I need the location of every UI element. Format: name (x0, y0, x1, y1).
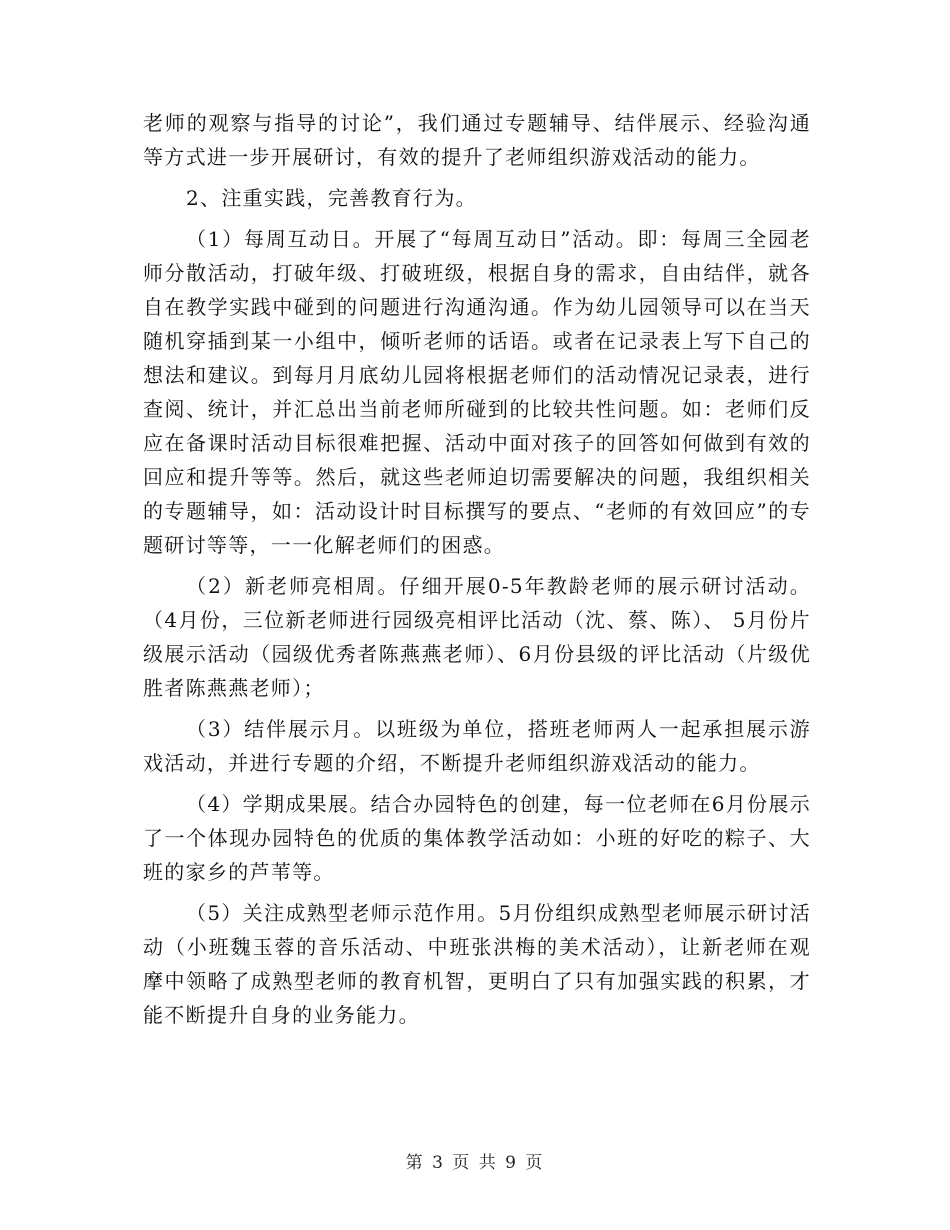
paragraph-continuation: 老师的观察与指导的讨论”，我们通过专题辅导、结伴展示、经验沟通等方式进一步开展研讨，有效的提升了老师组织游戏活动的能力。 (143, 111, 811, 169)
document-body (143, 106, 811, 1032)
paragraph-experienced-teacher-demo: （5）关注成熟型老师示范作用。5月份组织成熟型老师展示研讨活动（小班魏玉蓉的音乐活动、中班张洪梅的美术活动），让新老师在观摩中领略了成熟型老师的教育机智，更明白了只有加强实践的积累，才能不断提升自身的业务能力。 (143, 901, 811, 1027)
paragraph-weekly-interaction-day: （1）每周互动日。开展了“每周互动日”活动。即：每周三全园老师分散活动，打破年级、打破班级，根据自身的需求，自由结伴，就各自在教学实践中碰到的问题进行沟通沟通。作为幼儿园领导可以在当天随机穿插到某一小组中，倾听老师的话语。或者在记录表上写下自己的想法和建议。到每月月底幼儿园将根据老师们的活动情况记录表，进行查阅、统计，并汇总出当前老师所碰到的比较共性问题。如：老师们反应在备课时活动目标很难把握、活动中面对孩子的回答如何做到有效的回应和提升等等。然后，就这些老师迫切需要解决的问题，我组织相关的专题辅导，如：活动设计时目标撰写的要点、“老师的有效回应”的专题研讨等等，一一化解老师们的困惑。 (143, 227, 811, 557)
paragraph-semester-achievement: （4）学期成果展。结合办园特色的创建，每一位老师在6月份展示了一个体现办园特色的优质的集体教学活动如：小班的好吃的粽子、大班的家乡的芦苇等。 (143, 792, 811, 884)
paragraph-partner-showcase-month: （3）结伴展示月。以班级为单位，搭班老师两人一起承担展示游戏活动，并进行专题的介绍，不断提升老师组织游戏活动的能力。 (143, 717, 811, 775)
page-number-footer: 第 3 页 共 9 页 (405, 1153, 545, 1173)
paragraph-new-teacher-week: （2）新老师亮相周。仔细开展0-5年教龄老师的展示研讨活动。（4月份，三位新老师进行园级亮相评比活动（沈、蔡、陈）、 5月份片级展示活动（园级优秀者陈燕燕老师）、6月份县级的评比活动（片级优胜者陈燕燕老师）； (143, 574, 811, 700)
section-heading-practice: 2、注重实践，完善教育行为。 (186, 186, 477, 210)
